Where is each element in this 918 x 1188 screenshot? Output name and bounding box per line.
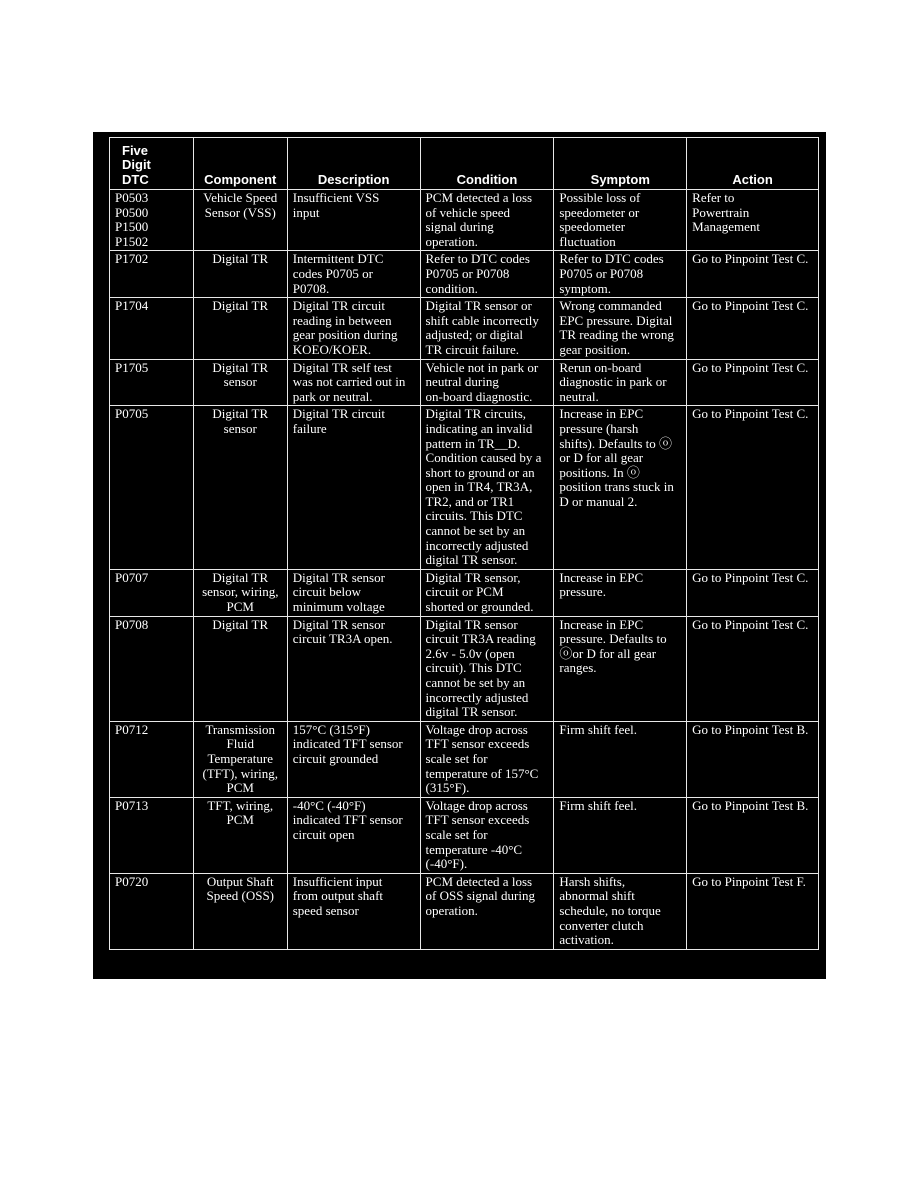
cell-description — [287, 190, 420, 251]
cell-condition-line: neutral during — [425, 374, 499, 390]
cell-dtc — [110, 721, 194, 797]
cell-condition-line: shift cable incorrectly — [425, 312, 539, 328]
cell-condition-line: Vehicle not in park or — [425, 359, 539, 375]
cell-description — [287, 569, 420, 616]
cell-symptom — [554, 359, 687, 406]
cell-description-line: Insufficient VSS — [292, 190, 380, 205]
cell-condition-line: (315°F). — [425, 780, 470, 796]
dtc-table-image — [93, 132, 826, 979]
cell-symptom — [554, 797, 687, 873]
cell-condition-line: operation. — [425, 233, 478, 249]
cell-action — [687, 406, 819, 570]
cell-symptom-line: activation. — [559, 932, 614, 948]
cell-dtc — [110, 616, 194, 721]
cell-symptom-line: pressure. Defaults to — [559, 631, 667, 647]
cell-description-line: circuit TR3A open. — [292, 631, 393, 647]
cell-description-line: indicated TFT sensor — [292, 812, 403, 828]
cell-description-line: -40°C (-40°F) — [292, 797, 366, 813]
cell-component-line: sensor — [223, 374, 257, 390]
cell-condition-line: scale set for — [425, 826, 488, 842]
cell-condition-line: Digital TR circuits, — [425, 406, 527, 422]
cell-symptom-line: P0705 or P0708 — [559, 265, 644, 281]
cell-symptom-line: neutral. — [559, 388, 599, 404]
cell-description-line: circuit grounded — [292, 750, 379, 766]
table-row — [110, 298, 819, 359]
cell-description-line: Intermittent DTC — [292, 251, 384, 267]
cell-component — [193, 569, 287, 616]
cell-dtc-line: P1500 — [115, 219, 149, 235]
cell-symptom-line: Firm shift feel. — [559, 797, 638, 813]
cell-dtc-line: P0707 — [115, 569, 149, 585]
cell-dtc-line: P0705 — [115, 406, 149, 422]
cell-condition-line: Digital TR sensor or — [425, 298, 532, 314]
cell-symptom-line: gear position. — [559, 341, 631, 357]
cell-condition-line: digital TR sensor. — [425, 552, 518, 568]
cell-condition-line: PCM detected a loss — [425, 190, 533, 205]
table-row — [110, 359, 819, 406]
cell-symptom-line: Rerun on-board — [559, 359, 642, 375]
table-row — [110, 406, 819, 570]
cell-description-line: Digital TR sensor — [292, 569, 385, 585]
cell-condition-line: P0705 or P0708 — [425, 265, 510, 281]
header-condition: Condition — [420, 138, 554, 190]
header-description: Description — [287, 138, 420, 190]
cell-condition-line: open in TR4, TR3A, — [425, 479, 533, 495]
cell-condition-line: TR2, and or TR1 — [425, 493, 515, 509]
cell-symptom-line: Increase in EPC — [559, 406, 644, 422]
cell-description — [287, 251, 420, 298]
cell-description-line: from output shaft — [292, 888, 384, 904]
cell-description-line: codes P0705 or — [292, 265, 373, 281]
cell-dtc-line: P0503 — [115, 190, 149, 205]
cell-symptom-line: schedule, no torque — [559, 902, 661, 918]
cell-condition-line: incorrectly adjusted — [425, 689, 529, 705]
cell-action — [687, 616, 819, 721]
cell-symptom-line: pressure (harsh — [559, 420, 639, 436]
cell-dtc-line: P0712 — [115, 721, 149, 737]
header-symptom: Symptom — [554, 138, 687, 190]
cell-symptom-line: TR reading the wrong — [559, 327, 674, 343]
cell-action-line: Go to Pinpoint Test C. — [692, 251, 809, 267]
cell-description-line: Insufficient input — [292, 873, 383, 889]
cell-condition-line: indicating an invalid — [425, 420, 533, 436]
cell-description-line: reading in between — [292, 312, 392, 328]
cell-action — [687, 797, 819, 873]
cell-symptom-line: Firm shift feel. — [559, 721, 638, 737]
cell-condition — [420, 190, 554, 251]
cell-description-line: circuit below — [292, 584, 361, 600]
cell-symptom — [554, 873, 687, 949]
cell-dtc — [110, 797, 194, 873]
cell-condition-line: Voltage drop across — [425, 721, 528, 737]
table-row — [110, 616, 819, 721]
cell-description — [287, 797, 420, 873]
cell-symptom-line: ⓞor D for all gear — [559, 645, 657, 661]
cell-action-line: Go to Pinpoint Test F. — [692, 873, 806, 889]
cell-component-line: PCM — [226, 599, 254, 615]
cell-condition-line: TFT sensor exceeds — [425, 812, 530, 828]
cell-component — [193, 406, 287, 570]
table-row — [110, 721, 819, 797]
cell-symptom-line: D or manual 2. — [559, 493, 638, 509]
cell-condition-line: circuit). This DTC — [425, 660, 522, 676]
cell-description-line: 157°C (315°F) — [292, 721, 370, 737]
cell-condition-line: (-40°F). — [425, 856, 468, 872]
cell-component-line: (TFT), wiring, — [202, 765, 278, 781]
cell-symptom — [554, 298, 687, 359]
cell-action — [687, 251, 819, 298]
cell-condition-line: operation. — [425, 902, 478, 918]
cell-condition-line: on-board diagnostic. — [425, 388, 533, 404]
cell-symptom-line: symptom. — [559, 280, 612, 296]
cell-action-line: Go to Pinpoint Test C. — [692, 569, 809, 585]
cell-action — [687, 190, 819, 251]
cell-symptom — [554, 569, 687, 616]
cell-description-line: circuit open — [292, 826, 355, 842]
cell-symptom-line: converter clutch — [559, 917, 644, 933]
table-row — [110, 569, 819, 616]
cell-condition-line: signal during — [425, 219, 494, 235]
cell-symptom — [554, 190, 687, 251]
cell-component-line: Output Shaft — [206, 873, 274, 889]
cell-symptom-line: shifts). Defaults to ⓞ — [559, 435, 673, 451]
cell-condition — [420, 616, 554, 721]
cell-symptom-line: speedometer or — [559, 204, 640, 220]
cell-condition-line: Voltage drop across — [425, 797, 528, 813]
cell-description — [287, 406, 420, 570]
cell-condition-line: scale set for — [425, 750, 488, 766]
cell-condition-line: TR circuit failure. — [425, 341, 520, 357]
cell-condition-line: incorrectly adjusted — [425, 537, 529, 553]
cell-symptom-line: Harsh shifts, — [559, 873, 626, 889]
cell-description-line: failure — [292, 420, 327, 436]
cell-condition — [420, 797, 554, 873]
cell-symptom-line: diagnostic in park or — [559, 374, 667, 390]
cell-action-line: Go to Pinpoint Test C. — [692, 359, 809, 375]
cell-component-line: sensor, wiring, — [202, 584, 279, 600]
cell-description — [287, 359, 420, 406]
cell-condition — [420, 721, 554, 797]
cell-component-line: Sensor (VSS) — [204, 204, 276, 220]
cell-description-line: input — [292, 204, 320, 220]
cell-symptom-line: Increase in EPC — [559, 616, 644, 632]
cell-action — [687, 569, 819, 616]
cell-component — [193, 190, 287, 251]
cell-condition-line: cannot be set by an — [425, 523, 526, 539]
cell-component-line: Digital TR — [212, 251, 269, 267]
cell-component-line: Digital TR — [212, 406, 269, 422]
table-body — [110, 190, 819, 950]
cell-description-line: minimum voltage — [292, 599, 385, 615]
table-row — [110, 251, 819, 298]
cell-component-line: Fluid — [226, 736, 254, 752]
cell-component-line: Digital TR — [212, 569, 269, 585]
cell-component — [193, 797, 287, 873]
cell-description — [287, 298, 420, 359]
cell-condition-line: Refer to DTC codes — [425, 251, 530, 267]
cell-action — [687, 873, 819, 949]
cell-dtc — [110, 298, 194, 359]
cell-condition-line: temperature -40°C — [425, 841, 523, 857]
cell-condition-line: Condition caused by a — [425, 450, 542, 466]
cell-action-line: Go to Pinpoint Test B. — [692, 721, 809, 737]
cell-condition-line: circuit TR3A reading — [425, 631, 536, 647]
cell-component-line: PCM — [226, 812, 254, 828]
cell-symptom-line: abnormal shift — [559, 888, 635, 904]
cell-action-line: Go to Pinpoint Test B. — [692, 797, 809, 813]
cell-symptom — [554, 406, 687, 570]
cell-dtc-line: P1502 — [115, 233, 149, 249]
cell-component — [193, 721, 287, 797]
table-row — [110, 797, 819, 873]
cell-action-line: Go to Pinpoint Test C. — [692, 616, 809, 632]
header-action: Action — [687, 138, 819, 190]
cell-component — [193, 251, 287, 298]
header-component: Component — [193, 138, 287, 190]
cell-dtc-line: P1705 — [115, 359, 149, 375]
cell-condition-line: cannot be set by an — [425, 675, 526, 690]
cell-condition — [420, 569, 554, 616]
cell-dtc — [110, 251, 194, 298]
cell-condition-line: of OSS signal during — [425, 888, 535, 904]
header-dtc: Five Digit DTC — [110, 138, 194, 190]
cell-symptom-line: positions. In ⓞ — [559, 464, 640, 480]
cell-description-line: Digital TR circuit — [292, 298, 385, 314]
cell-component-line: Temperature — [207, 750, 273, 766]
cell-symptom-line: or D for all gear — [559, 450, 644, 466]
cell-dtc-line: P1704 — [115, 298, 149, 314]
cell-dtc — [110, 873, 194, 949]
cell-description — [287, 873, 420, 949]
cell-condition-line: circuits. This DTC — [425, 508, 523, 524]
cell-description — [287, 721, 420, 797]
cell-component-line: Speed (OSS) — [206, 888, 275, 904]
cell-description — [287, 616, 420, 721]
cell-dtc — [110, 359, 194, 406]
cell-description-line: speed sensor — [292, 902, 359, 918]
cell-description-line: Digital TR self test — [292, 359, 392, 375]
cell-dtc-line: P0708 — [115, 616, 149, 632]
cell-component-line: TFT, wiring, — [207, 797, 274, 813]
cell-condition — [420, 406, 554, 570]
cell-action — [687, 721, 819, 797]
cell-dtc — [110, 569, 194, 616]
cell-component-line: Digital TR — [212, 298, 269, 314]
cell-condition — [420, 359, 554, 406]
cell-symptom-line: speedometer — [559, 219, 626, 235]
cell-description-line: gear position during — [292, 327, 398, 343]
cell-description-line: was not carried out in — [292, 374, 406, 390]
cell-description-line: indicated TFT sensor — [292, 736, 403, 752]
cell-dtc-line: P0500 — [115, 204, 149, 220]
cell-component — [193, 298, 287, 359]
cell-dtc-line: P0713 — [115, 797, 149, 813]
cell-component — [193, 616, 287, 721]
cell-condition-line: condition. — [425, 280, 478, 296]
cell-condition-line: TFT sensor exceeds — [425, 736, 530, 752]
cell-condition-line: 2.6v - 5.0v (open — [425, 645, 515, 661]
cell-action-line: Powertrain — [692, 204, 750, 220]
cell-condition-line: pattern in TR__D. — [425, 435, 521, 451]
cell-condition — [420, 873, 554, 949]
cell-component — [193, 873, 287, 949]
cell-description-line: P0708. — [292, 280, 330, 296]
cell-action-line: Go to Pinpoint Test C. — [692, 406, 809, 422]
cell-condition-line: shorted or grounded. — [425, 599, 534, 615]
cell-symptom — [554, 721, 687, 797]
cell-component-line: Transmission — [205, 721, 276, 737]
cell-component-line: Digital TR — [212, 359, 269, 375]
cell-condition-line: short to ground or an — [425, 464, 535, 480]
cell-symptom — [554, 251, 687, 298]
cell-action-line: Go to Pinpoint Test C. — [692, 298, 809, 314]
cell-dtc — [110, 190, 194, 251]
cell-symptom-line: pressure. — [559, 584, 606, 600]
cell-action — [687, 359, 819, 406]
cell-condition — [420, 251, 554, 298]
cell-condition-line: of vehicle speed — [425, 204, 511, 220]
cell-description-line: Digital TR sensor — [292, 616, 385, 632]
table-row — [110, 873, 819, 949]
cell-symptom-line: Increase in EPC — [559, 569, 644, 585]
cell-dtc-line: P0720 — [115, 873, 149, 889]
cell-condition-line: Digital TR sensor — [425, 616, 518, 632]
cell-condition-line: circuit or PCM — [425, 584, 504, 600]
cell-description-line: KOEO/KOER. — [292, 341, 372, 357]
cell-action-line: Refer to — [692, 190, 735, 205]
cell-condition-line: Digital TR sensor, — [425, 569, 521, 585]
cell-component-line: Digital TR — [212, 616, 269, 632]
cell-symptom-line: Possible loss of — [559, 190, 641, 205]
cell-component-line: PCM — [226, 780, 254, 796]
cell-symptom-line: fluctuation — [559, 233, 616, 249]
cell-action — [687, 298, 819, 359]
cell-condition-line: digital TR sensor. — [425, 704, 518, 720]
cell-component-line: sensor — [223, 420, 257, 436]
cell-dtc-line: P1702 — [115, 251, 149, 267]
cell-description-line: Digital TR circuit — [292, 406, 385, 422]
cell-condition — [420, 298, 554, 359]
cell-symptom-line: Wrong commanded — [559, 298, 662, 314]
table-header-row — [110, 138, 819, 190]
table-row — [110, 190, 819, 251]
cell-component-line: Vehicle Speed — [203, 190, 278, 205]
dtc-table — [109, 137, 819, 950]
cell-description-line: park or neutral. — [292, 388, 373, 404]
cell-condition-line: PCM detected a loss — [425, 873, 533, 889]
cell-action-line: Management — [692, 219, 761, 235]
cell-condition-line: adjusted; or digital — [425, 327, 524, 343]
cell-symptom-line: position trans stuck in — [559, 479, 674, 495]
cell-symptom-line: Refer to DTC codes — [559, 251, 664, 267]
cell-dtc — [110, 406, 194, 570]
cell-component — [193, 359, 287, 406]
cell-symptom-line: ranges. — [559, 660, 597, 676]
cell-condition-line: temperature of 157°C — [425, 765, 539, 781]
cell-symptom-line: EPC pressure. Digital — [559, 312, 673, 328]
cell-symptom — [554, 616, 687, 721]
